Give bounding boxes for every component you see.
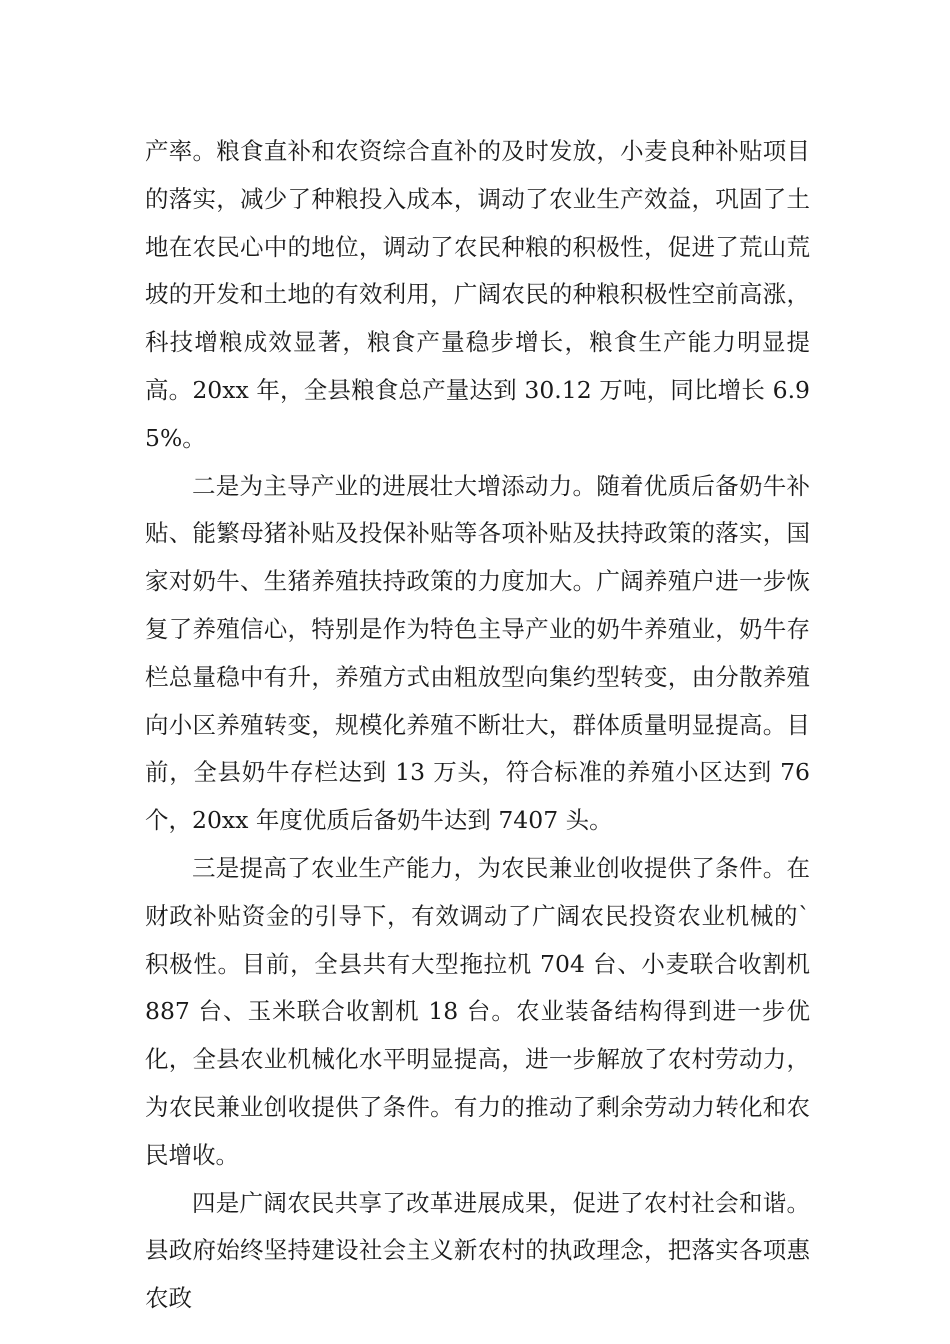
- paragraph-grain-output: 产率。粮食直补和农资综合直补的及时发放，小麦良种补贴项目的落实，减少了种粮投入成本，调动了农业生产效益，巩固了土地在农民心中的地位，调动了农民种粮的积极性，促进了荒山荒坡的开发和土地的有效利用，广阔农民的种粮积极性空前高涨，科技增粮成效显著，粮食产量稳步增长，粮食生产能力明显提高。20xx 年，全县粮食总产量达到 30.12 万吨，同比增长 6.95%。: [145, 137, 810, 452]
- paragraph-leading-industry: 二是为主导产业的进展壮大增添动力。随着优质后备奶牛补贴、能繁母猪补贴及投保补贴等各项补贴及扶持政策的落实，国家对奶牛、生猪养殖扶持政策的力度加大。广阔养殖户进一步恢复了养殖信心，特别是作为特色主导产业的奶牛养殖业，奶牛存栏总量稳中有升，养殖方式由粗放型向集约型转变，由分散养殖向小区养殖转变，规模化养殖不断壮大，群体质量明显提高。目前，全县奶牛存栏达到 13 万头，符合标准的养殖小区达到 76 个，20xx 年度优质后备奶牛达到 7407 头。: [145, 471, 810, 835]
- paragraph-production-capacity: 三是提高了农业生产能力，为农民兼业创收提供了条件。在财政补贴资金的引导下，有效调动了广阔农民投资农业机械的`积极性。目前，全县共有大型拖拉机 704 台、小麦联合收割机 887 台、玉米联合收割机 18 台。农业装备结构得到进一步优化，全县农业机械化水平明显提高，进一步解放了农村劳动力，为农民兼业创收提供了条件。有力的推动了剩余劳动力转化和农民增收。: [145, 853, 810, 1169]
- document-page: [145, 128, 810, 1323]
- paragraph-reform-results: 四是广阔农民共享了改革进展成果，促进了农村社会和谐。县政府始终坚持建设社会主义新农村的执政理念，把落实各项惠农政: [145, 1188, 810, 1313]
